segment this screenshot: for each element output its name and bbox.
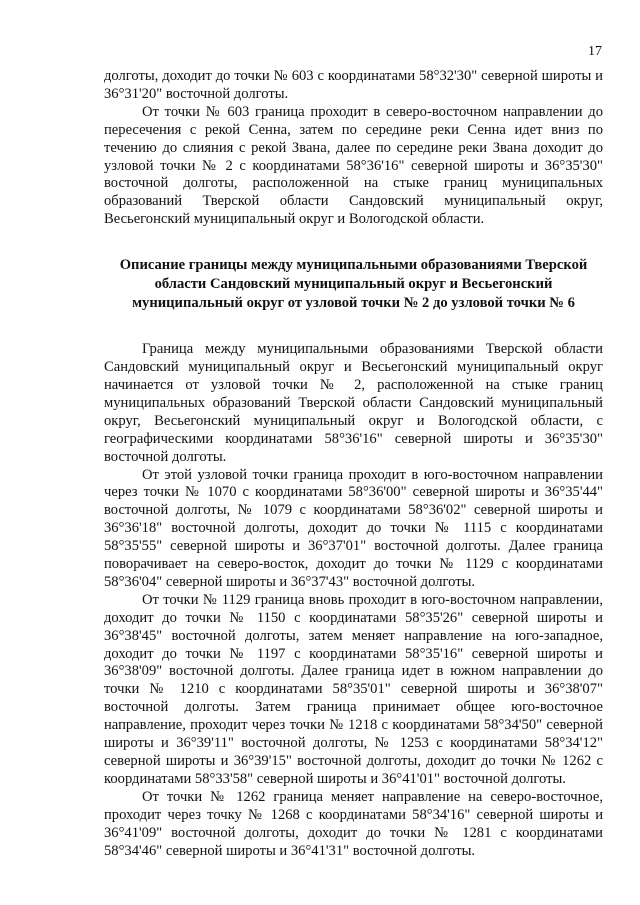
paragraph-southeast-direction: От этой узловой точки граница проходит в юго-восточном направлении через точки № 1070 с координатами 58°36'00" северной широты и 36°35'44" восточной долготы, № 1079 с координатами 58°36'02" северной широты и 36°36'18" восточной долготы, доходит до точки № 1115 с координатами 58°35'55" северной широты и 36°37'01" восточной долготы. Далее граница поворачивает на северо-восток, доходит до точки № 1129 с координатами 58°36'04" северной широты и 36°37'43" восточной долготы. [104, 466, 603, 590]
paragraph-from-point-1129: От точки № 1129 граница вновь проходит в юго-восточном направлении, доходит до точки № 1150 с координатами 58°35'26" северной широты и 36°38'45" восточной долготы, затем меняет направление на юго-западное, доходит до точки № 1197 с координатами 58°35'16" северной широты и 36°38'09" восточной долготы. Далее граница идет в южном направлении до точки № 1210 с координатами 58°35'01" северной широты и 36°38'07" восточной долготы. Затем граница принимает общее юго-восточное направление, проходит через точки № 1218 с координатами 58°34'50" северной широты и 36°39'11" восточной долготы, № 1253 с координатами 58°34'12" северной широты и 36°39'15" восточной долготы, доходит до точки № 1262 с координатами 58°33'58" северной широты и 36°41'01" восточной долготы. [104, 591, 603, 787]
section-heading: Описание границы между муниципальными образованиями Тверской области Сандовский муниципальный округ и Весьегонский муниципальный округ от узловой точки № 2 до узловой точки № 6 [119, 257, 588, 312]
paragraph-boundary-to-node-2: От точки № 603 граница проходит в северо-восточном направлении до пересечения с рекой Сенна, затем по середине реки Сенна идет вниз по течению до слияния с рекой Звана, далее по середине реки Звана доходит до узловой точки № 2 с координатами 58°36'16" северной широты и 36°35'30" восточной долготы, расположенной на стыке границ муниципальных образований Тверской области Сандовский муниципальный округ, Весьегонский муниципальный округ и Вологодской области. [104, 103, 603, 228]
page-number: 17 [588, 44, 602, 59]
paragraph-from-point-1262: От точки № 1262 граница меняет направление на северо-восточное, проходит через точку № 1268 с координатами 58°34'16" северной широты и 36°41'09" восточной долготы, доходит до точки № 1281 с координатами 58°34'46" северной широты и 36°41'31" восточной долготы. [104, 788, 603, 859]
paragraph-boundary-start: Граница между муниципальными образованиями Тверской области Сандовский муниципальный округ и Весьегонский муниципальный округ начинается от узловой точки № 2, расположенной на стыке границ муниципальных образований Тверской области Сандовский муниципальный округ, Весьегонский муниципальный округ и Вологодской области, с географическими координатами 58°36'16" северной широты и 36°35'30" восточной долготы. [104, 341, 603, 465]
paragraph-continuation: долготы, доходит до точки № 603 с координатами 58°32'30" северной широты и 36°31'20" восточной долготы. [104, 68, 603, 102]
document-body [104, 68, 603, 860]
